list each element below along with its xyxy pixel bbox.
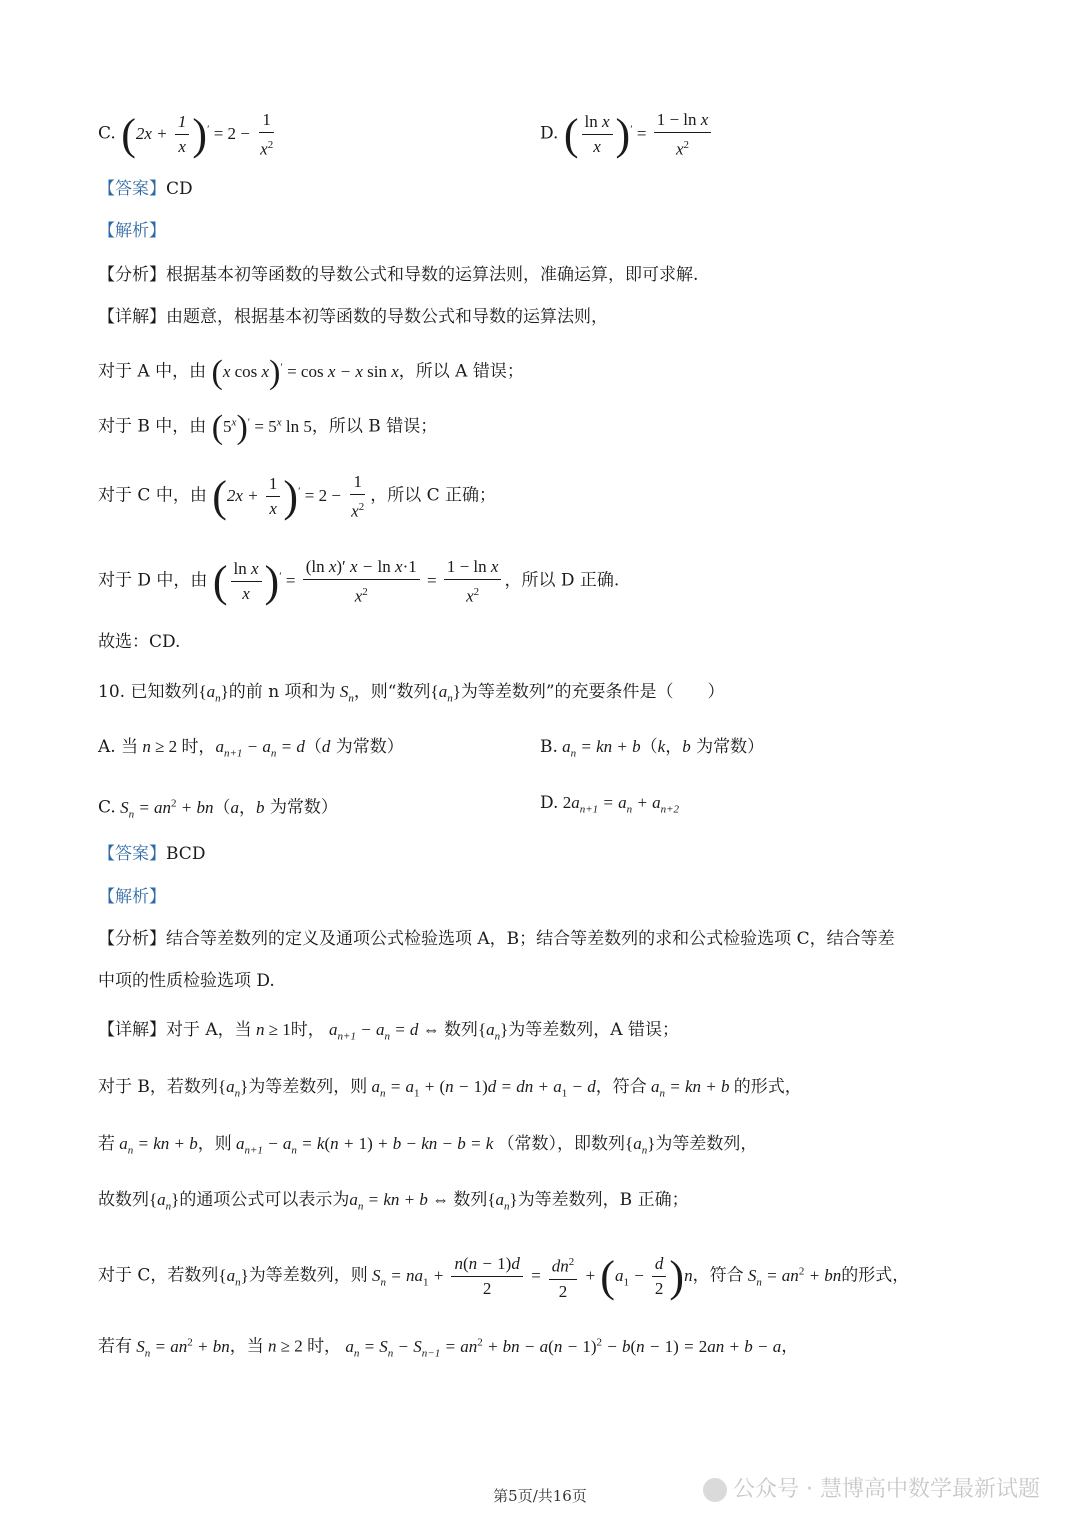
q10-a-text1: 时， bbox=[181, 737, 216, 757]
analysis-tag: 【解析】 bbox=[98, 221, 166, 241]
q10-detail-3 bbox=[98, 1132, 757, 1162]
d6-formula: $S_n = an^2$ + bn bbox=[132, 1336, 230, 1360]
q10-fenxi-2: 中项的性质检验选项 D. bbox=[98, 971, 275, 991]
option-c bbox=[98, 108, 279, 162]
d5-seq: $\{a_n\}$ bbox=[218, 1265, 249, 1289]
q10-c-text: 为常数） bbox=[269, 797, 338, 818]
line-d-post: ，所以 D 正确. bbox=[504, 570, 620, 591]
option-c-formula: (2x + $\frac{1}{x}$ )′ = 2 − $\frac{1}{x^2}$ bbox=[121, 109, 274, 159]
d2-formula2: $a_n$ = kn + b bbox=[646, 1077, 734, 1100]
q10-analysis-tag: 【解析】 bbox=[98, 887, 166, 907]
option-d-label: D. bbox=[540, 123, 559, 144]
q10-sn: $S_n$ bbox=[335, 682, 354, 705]
d4-post: 为等差数列，B 正确； bbox=[517, 1190, 689, 1210]
q10-answer-tag: 【答案】 bbox=[98, 844, 166, 864]
q10-stem-1: 10. 已知数列 bbox=[98, 682, 199, 702]
d3-seq: $\{a_n\}$ bbox=[625, 1134, 656, 1157]
q10-option-d bbox=[540, 791, 679, 821]
d4-seq2: $\{a_n\}$ bbox=[487, 1190, 518, 1213]
d2-post: 的形式， bbox=[733, 1077, 802, 1097]
line-a-post: ，所以 A 错误； bbox=[398, 361, 524, 382]
d3-formula2: $a_{n+1} - a_n = k(n + 1) + b$ − kn − b = k bbox=[231, 1134, 498, 1157]
d2-mid2: ，符合 bbox=[595, 1077, 647, 1097]
line-d-pre: 对于 D 中，由 bbox=[98, 570, 208, 591]
q10-stem-4: 为等差数列”的充要条件是（ ） bbox=[460, 682, 725, 702]
option-c-label: C. bbox=[98, 123, 116, 144]
q10-detail-1 bbox=[98, 1018, 679, 1048]
d5-formula2: $S_n = an^2$ + bn bbox=[743, 1265, 842, 1289]
line-b-formula: $(5^x)' = 5^x$ ln 5 bbox=[211, 408, 312, 446]
q10-b-text: 为常数） bbox=[696, 737, 765, 757]
q10-answer bbox=[98, 842, 205, 866]
d5-mid: 为等差数列，则 bbox=[248, 1265, 368, 1286]
q9-xiangjie bbox=[98, 305, 608, 329]
d5-post: 的形式， bbox=[841, 1265, 910, 1286]
d3-mid2: （常数），即数列 bbox=[497, 1134, 626, 1154]
q10-fenxi-1 bbox=[98, 927, 895, 951]
d1-formula: $a_{n+1} - a_n = d$ ⇔ bbox=[324, 1020, 440, 1043]
q10-a-cond: n ≥ 2 bbox=[138, 737, 178, 756]
line-b-pre: 对于 B 中，由 bbox=[98, 416, 207, 437]
q10-detail-6 bbox=[98, 1330, 798, 1365]
d6-pre: 若有 bbox=[98, 1336, 132, 1357]
d4-seq: $\{a_n\}$ bbox=[149, 1190, 180, 1213]
q10-fenxi-tag: 【分析】 bbox=[98, 929, 166, 949]
line-d-formula: ( $\frac{\text{ln x}}{x}$ )′ = $\frac{\text{(ln x)′ x − ln x·1}}{x^2}$ = $\frac{\text{1 − ln x}}{x^2}$ bbox=[213, 571, 505, 590]
q10-xiangjie-tag: 【详解】 bbox=[98, 1020, 166, 1040]
line-c-post: ，所以 C 正确； bbox=[370, 485, 497, 506]
d1-mid2: 数列 bbox=[443, 1020, 478, 1040]
q9-line-b bbox=[98, 408, 438, 446]
line-a-pre: 对于 A 中，由 bbox=[98, 361, 207, 382]
d2-pre: 对于 B，若数列 bbox=[98, 1077, 218, 1097]
q9-conclusion: 故选：CD. bbox=[98, 632, 181, 652]
q10-fenxi-text1: 结合等差数列的定义及通项公式检验选项 A，B；结合等差数列的求和公式检验选项 C，结合等差 bbox=[166, 929, 895, 949]
d1-mid: 时， bbox=[290, 1020, 325, 1040]
q10-b-label: B. bbox=[540, 737, 558, 757]
d1-seq: $\{a_n\}$ bbox=[477, 1020, 509, 1043]
line-a-formula: (x cos x)′ = cos x − x sin x bbox=[211, 353, 399, 391]
q10-d-label: D. bbox=[540, 793, 559, 813]
q9-answer bbox=[98, 177, 193, 201]
xiangjie-tag: 【详解】 bbox=[98, 307, 166, 327]
q10-seq2: $\{a_n\}$ bbox=[430, 682, 461, 705]
d6-post: ， bbox=[781, 1336, 799, 1357]
d5-formula: $S_n = na_1$ + $\frac{n(n - 1)d}{2}$ = $\frac{dn^2}{2}$ + ($a_1$ − $\frac{d}{2}$ )n bbox=[367, 1251, 693, 1301]
d3-pre: 若 bbox=[98, 1134, 115, 1154]
q9-line-d bbox=[98, 555, 619, 609]
line-b-post: ，所以 B 错误； bbox=[311, 416, 438, 437]
q10-detail-5 bbox=[98, 1250, 909, 1304]
q10-stem-3: ，则“数列 bbox=[353, 682, 431, 702]
q10-option-b bbox=[540, 735, 764, 765]
d3-mid: ，则 bbox=[197, 1134, 232, 1154]
page-footer: 第5页/共16页 bbox=[493, 1487, 587, 1505]
q10-option-a bbox=[98, 735, 404, 765]
d4-mid: 的通项公式可以表示为 bbox=[179, 1190, 350, 1210]
q10-a-text2: 为常数） bbox=[335, 737, 404, 757]
d1-cond: n ≥ 1 bbox=[251, 1020, 291, 1039]
q10-seq: $\{a_n\}$ bbox=[198, 682, 229, 705]
q10-stem-2: 的前 n 项和为 bbox=[228, 682, 336, 702]
fenxi-tag: 【分析】 bbox=[98, 265, 166, 285]
d6-formula2: $a_n = S_n - S_{n-1} = an^2$ + bn − $a(n - 1)^2 - b(n - 1) = 2an + b - a$ bbox=[341, 1336, 782, 1360]
q10-c-paren: （a，b bbox=[213, 797, 265, 818]
q10-c-label: C. bbox=[98, 797, 116, 818]
d2-mid: 为等差数列，则 bbox=[248, 1077, 368, 1097]
q10-stem bbox=[98, 680, 725, 710]
q9-fenxi bbox=[98, 263, 698, 287]
q10-a-paren: （d bbox=[304, 737, 331, 757]
q10-answer-value: BCD bbox=[166, 844, 206, 864]
q10-detail-2 bbox=[98, 1075, 802, 1105]
xiangjie-text: 由题意，根据基本初等函数的导数公式和导数的运算法则， bbox=[166, 307, 608, 327]
q10-a-label: A. 当 bbox=[98, 737, 139, 757]
watermark-text: 公众号 · 慧博高中数学最新试题 bbox=[733, 1477, 1040, 1502]
q10-b-formula: $a_n$ = kn + b bbox=[557, 737, 641, 760]
d1-pre: 对于 A，当 bbox=[166, 1020, 252, 1040]
d6-mid: ，当 bbox=[229, 1336, 264, 1357]
q10-c-formula: $S_n = an^2$ + bn bbox=[115, 797, 214, 821]
watermark bbox=[703, 1472, 1040, 1503]
option-d bbox=[540, 108, 714, 162]
fenxi-text: 根据基本初等函数的导数公式和导数的运算法则，准确运算，即可求解. bbox=[166, 265, 699, 285]
wechat-icon bbox=[703, 1478, 727, 1502]
q9-line-c bbox=[98, 470, 496, 524]
d6-cond: n ≥ 2 bbox=[263, 1336, 303, 1356]
q9-line-a bbox=[98, 353, 524, 391]
d3-post: 为等差数列， bbox=[655, 1134, 758, 1154]
d3-formula: $a_n$ = kn + b bbox=[115, 1134, 198, 1157]
d1-post: 为等差数列，A 错误； bbox=[508, 1020, 679, 1040]
d4-pre: 故数列 bbox=[98, 1190, 149, 1210]
q10-option-c bbox=[98, 791, 338, 826]
d2-seq: $\{a_n\}$ bbox=[217, 1077, 249, 1100]
q10-a-formula: $a_{n+1} - a_n = d$ bbox=[215, 737, 305, 760]
answer-tag: 【答案】 bbox=[98, 179, 166, 199]
q10-detail-4 bbox=[98, 1188, 689, 1218]
answer-value: CD bbox=[166, 179, 193, 199]
option-d-formula: ( $\frac{\text{ln x}}{x}$ )′ = $\frac{\text{1 − ln x}}{x^2}$ bbox=[564, 124, 714, 143]
q10-d-formula: $2a_{n+1} = a_n + a_{n+2}$ bbox=[562, 793, 680, 816]
q10-analysis-heading bbox=[98, 885, 166, 909]
d4-mid2: 数列 bbox=[453, 1190, 488, 1210]
line-c-pre: 对于 C 中，由 bbox=[98, 485, 207, 506]
d2-formula: $a_n = a_1 + (n - 1)d$ = dn + $a_1 - d$ bbox=[367, 1077, 596, 1100]
line-c-formula: (2x + $\frac{1}{x}$ )′ = 2 − $\frac{1}{x^2}$ bbox=[212, 471, 365, 521]
q10-b-paren: （k，b bbox=[640, 737, 691, 757]
q9-analysis-heading bbox=[98, 219, 166, 243]
d4-formula: $a_n$ = kn + b ⇔ bbox=[349, 1190, 450, 1213]
d5-mid2: ，符合 bbox=[692, 1265, 744, 1286]
d6-mid2: 时， bbox=[307, 1336, 342, 1357]
d5-pre: 对于 C，若数列 bbox=[98, 1265, 219, 1286]
